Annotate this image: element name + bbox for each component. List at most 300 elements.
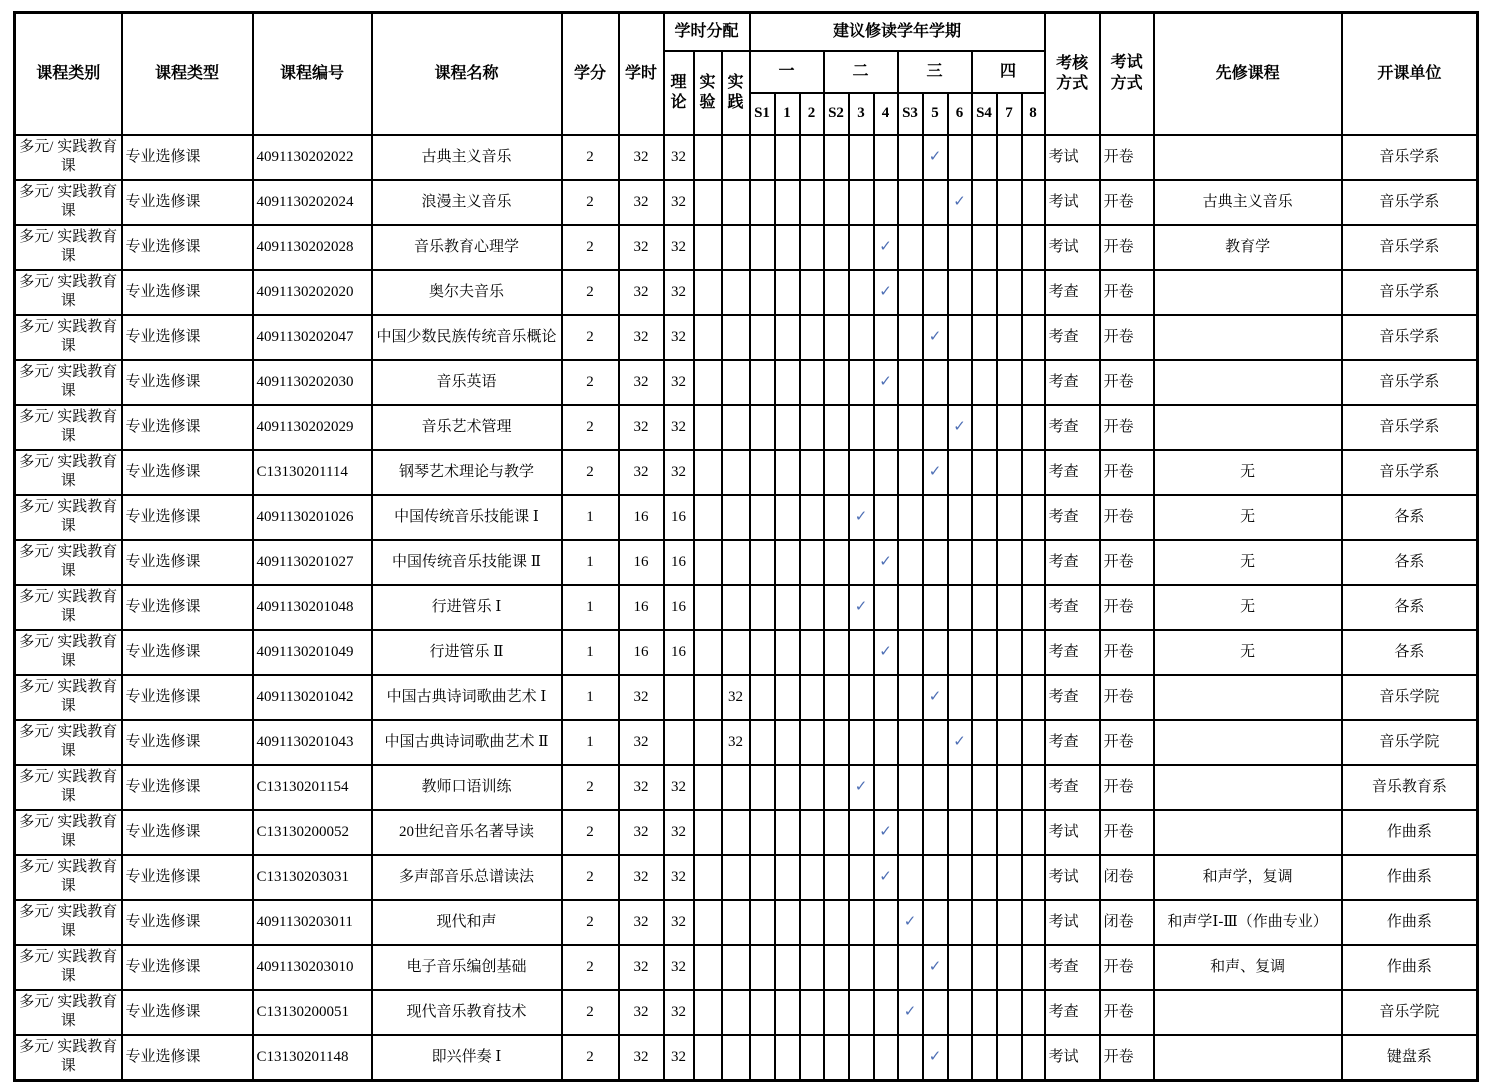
cell-semester-S1 [750, 360, 775, 405]
cell-semester-1 [775, 405, 800, 450]
header-credits: 学分 [562, 13, 619, 135]
cell-theory: 32 [664, 990, 694, 1035]
table-row [15, 990, 1478, 1035]
cell-semester-5 [923, 765, 948, 810]
cell-theory: 32 [664, 270, 694, 315]
cell-assess: 考试 [1045, 1035, 1100, 1081]
cell-semester-4 [874, 1035, 898, 1081]
checkmark-icon: ✓ [879, 643, 892, 660]
cell-hours: 32 [619, 675, 664, 720]
cell-prereq [1154, 810, 1342, 855]
cell-practice [722, 135, 750, 180]
cell-hours: 32 [619, 315, 664, 360]
cell-experiment [694, 540, 722, 585]
cell-name: 古典主义音乐 [372, 135, 562, 180]
cell-experiment [694, 855, 722, 900]
cell-theory: 32 [664, 1035, 694, 1081]
cell-semester-6 [948, 765, 972, 810]
cell-hours: 32 [619, 855, 664, 900]
cell-semester-1 [775, 450, 800, 495]
cell-semester-1 [775, 225, 800, 270]
cell-category: 多元/ 实践教育课 [15, 675, 122, 720]
checkmark-icon: ✓ [879, 238, 892, 255]
cell-type: 专业选修课 [122, 495, 253, 540]
cell-experiment [694, 990, 722, 1035]
cell-semester-S2 [824, 945, 849, 990]
cell-theory: 32 [664, 765, 694, 810]
cell-experiment [694, 495, 722, 540]
cell-name: 行进管乐 Ⅰ [372, 585, 562, 630]
header-practice: 实践 [722, 51, 750, 135]
cell-category: 多元/ 实践教育课 [15, 900, 122, 945]
cell-credits: 2 [562, 1035, 619, 1081]
cell-semester-7 [997, 945, 1022, 990]
cell-semester-S2 [824, 810, 849, 855]
cell-experiment [694, 765, 722, 810]
cell-semester-S4 [972, 495, 997, 540]
cell-semester-6 [948, 585, 972, 630]
cell-semester-3 [849, 585, 874, 630]
cell-semester-S1 [750, 405, 775, 450]
cell-semester-4 [874, 540, 898, 585]
cell-type: 专业选修课 [122, 450, 253, 495]
cell-unit: 音乐学系 [1342, 405, 1478, 450]
cell-unit: 各系 [1342, 495, 1478, 540]
cell-unit: 音乐教育系 [1342, 765, 1478, 810]
cell-unit: 音乐学系 [1342, 360, 1478, 405]
cell-practice [722, 990, 750, 1035]
cell-exam: 开卷 [1100, 945, 1154, 990]
cell-semester-S4 [972, 135, 997, 180]
cell-experiment [694, 405, 722, 450]
cell-semester-3 [849, 810, 874, 855]
cell-semester-S4 [972, 540, 997, 585]
cell-exam: 开卷 [1100, 135, 1154, 180]
cell-semester-4 [874, 135, 898, 180]
cell-unit: 音乐学系 [1342, 225, 1478, 270]
cell-semester-S1 [750, 135, 775, 180]
cell-name: 现代音乐教育技术 [372, 990, 562, 1035]
cell-prereq [1154, 675, 1342, 720]
cell-semester-7 [997, 810, 1022, 855]
cell-experiment [694, 360, 722, 405]
cell-semester-6 [948, 855, 972, 900]
cell-assess: 考查 [1045, 990, 1100, 1035]
cell-name: 中国传统音乐技能课 Ⅱ [372, 540, 562, 585]
cell-practice [722, 270, 750, 315]
cell-credits: 2 [562, 315, 619, 360]
cell-semester-8 [1022, 900, 1045, 945]
cell-code: C13130201148 [253, 1035, 372, 1081]
cell-semester-3 [849, 405, 874, 450]
cell-semester-S4 [972, 225, 997, 270]
cell-unit: 各系 [1342, 630, 1478, 675]
cell-semester-S3 [898, 855, 923, 900]
cell-assess: 考查 [1045, 945, 1100, 990]
cell-semester-S3 [898, 810, 923, 855]
cell-semester-1 [775, 900, 800, 945]
checkmark-icon: ✓ [879, 823, 892, 840]
cell-theory: 16 [664, 585, 694, 630]
cell-type: 专业选修课 [122, 225, 253, 270]
cell-semester-S3 [898, 765, 923, 810]
cell-practice [722, 360, 750, 405]
cell-semester-3 [849, 495, 874, 540]
cell-experiment [694, 585, 722, 630]
cell-semester-2 [800, 450, 824, 495]
checkmark-icon: ✓ [879, 283, 892, 300]
cell-semester-3 [849, 720, 874, 765]
cell-experiment [694, 675, 722, 720]
header-sem-4: 4 [874, 93, 898, 135]
cell-theory: 32 [664, 945, 694, 990]
cell-prereq: 教育学 [1154, 225, 1342, 270]
cell-semester-3 [849, 945, 874, 990]
cell-practice [722, 540, 750, 585]
cell-semester-S2 [824, 450, 849, 495]
cell-semester-S3 [898, 1035, 923, 1081]
header-sem-S3: S3 [898, 93, 923, 135]
cell-semester-S1 [750, 225, 775, 270]
cell-semester-5 [923, 1035, 948, 1081]
cell-prereq: 无 [1154, 450, 1342, 495]
cell-category: 多元/ 实践教育课 [15, 720, 122, 765]
cell-semester-S3 [898, 675, 923, 720]
cell-semester-3 [849, 900, 874, 945]
cell-credits: 2 [562, 225, 619, 270]
cell-semester-4 [874, 675, 898, 720]
cell-type: 专业选修课 [122, 630, 253, 675]
cell-name: 钢琴艺术理论与教学 [372, 450, 562, 495]
header-sem-6: 6 [948, 93, 972, 135]
checkmark-icon: ✓ [953, 193, 966, 210]
cell-semester-1 [775, 855, 800, 900]
header-year-4: 四 [972, 51, 1045, 93]
cell-semester-S1 [750, 270, 775, 315]
cell-semester-S3 [898, 720, 923, 765]
cell-hours: 16 [619, 585, 664, 630]
checkmark-icon: ✓ [879, 553, 892, 570]
cell-semester-6 [948, 315, 972, 360]
cell-semester-S3 [898, 990, 923, 1035]
header-theory: 理论 [664, 51, 694, 135]
cell-unit: 各系 [1342, 585, 1478, 630]
cell-semester-7 [997, 450, 1022, 495]
cell-semester-3 [849, 990, 874, 1035]
cell-semester-6 [948, 495, 972, 540]
cell-semester-S4 [972, 630, 997, 675]
cell-type: 专业选修课 [122, 540, 253, 585]
cell-semester-S1 [750, 855, 775, 900]
cell-hours: 16 [619, 630, 664, 675]
header-exam-method-label: 考试方式 [1110, 53, 1143, 92]
cell-semester-7 [997, 675, 1022, 720]
cell-semester-1 [775, 990, 800, 1035]
cell-exam: 开卷 [1100, 1035, 1154, 1081]
cell-semester-1 [775, 270, 800, 315]
cell-semester-S2 [824, 180, 849, 225]
cell-semester-8 [1022, 990, 1045, 1035]
cell-hours: 32 [619, 360, 664, 405]
cell-name: 中国古典诗词歌曲艺术 Ⅰ [372, 675, 562, 720]
cell-unit: 作曲系 [1342, 810, 1478, 855]
cell-theory [664, 675, 694, 720]
cell-semester-6 [948, 810, 972, 855]
cell-assess: 考查 [1045, 765, 1100, 810]
cell-category: 多元/ 实践教育课 [15, 270, 122, 315]
cell-semester-8 [1022, 540, 1045, 585]
cell-practice [722, 1035, 750, 1081]
cell-hours: 32 [619, 405, 664, 450]
cell-semester-S2 [824, 135, 849, 180]
cell-semester-8 [1022, 810, 1045, 855]
table-row [15, 360, 1478, 405]
course-rows [15, 135, 1478, 1081]
checkmark-icon: ✓ [854, 778, 868, 795]
cell-semester-S1 [750, 765, 775, 810]
table-row [15, 630, 1478, 675]
cell-semester-2 [800, 630, 824, 675]
cell-theory: 16 [664, 630, 694, 675]
cell-type: 专业选修课 [122, 990, 253, 1035]
cell-semester-S4 [972, 945, 997, 990]
cell-type: 专业选修课 [122, 180, 253, 225]
cell-assess: 考试 [1045, 225, 1100, 270]
cell-name: 教师口语训练 [372, 765, 562, 810]
cell-semester-2 [800, 945, 824, 990]
cell-theory: 16 [664, 540, 694, 585]
cell-experiment [694, 945, 722, 990]
cell-semester-8 [1022, 405, 1045, 450]
cell-semester-8 [1022, 360, 1045, 405]
cell-exam: 闭卷 [1100, 855, 1154, 900]
cell-category: 多元/ 实践教育课 [15, 225, 122, 270]
cell-exam: 开卷 [1100, 765, 1154, 810]
cell-semester-5 [923, 990, 948, 1035]
cell-semester-5 [923, 270, 948, 315]
cell-code: 4091130203010 [253, 945, 372, 990]
cell-semester-1 [775, 360, 800, 405]
cell-semester-7 [997, 1035, 1022, 1081]
cell-code: C13130201154 [253, 765, 372, 810]
header-sem-2: 2 [800, 93, 824, 135]
cell-semester-3 [849, 180, 874, 225]
cell-semester-8 [1022, 225, 1045, 270]
cell-assess: 考试 [1045, 180, 1100, 225]
cell-unit: 音乐学院 [1342, 675, 1478, 720]
cell-assess: 考查 [1045, 540, 1100, 585]
cell-semester-1 [775, 810, 800, 855]
cell-semester-2 [800, 360, 824, 405]
cell-hours: 16 [619, 540, 664, 585]
cell-theory: 32 [664, 180, 694, 225]
header-sem-S2: S2 [824, 93, 849, 135]
cell-semester-2 [800, 495, 824, 540]
header-year-1: 一 [750, 51, 824, 93]
cell-semester-S2 [824, 675, 849, 720]
cell-semester-1 [775, 540, 800, 585]
cell-theory: 16 [664, 495, 694, 540]
cell-semester-2 [800, 810, 824, 855]
checkmark-icon: ✓ [928, 148, 942, 165]
cell-credits: 2 [562, 180, 619, 225]
cell-semester-4 [874, 180, 898, 225]
header-code: 课程编号 [253, 13, 372, 135]
cell-credits: 2 [562, 990, 619, 1035]
cell-semester-5 [923, 855, 948, 900]
header-sem-S1: S1 [750, 93, 775, 135]
cell-hours: 32 [619, 270, 664, 315]
cell-code: C13130200051 [253, 990, 372, 1035]
cell-assess: 考查 [1045, 495, 1100, 540]
checkmark-icon: ✓ [928, 688, 942, 705]
cell-semester-2 [800, 225, 824, 270]
cell-semester-8 [1022, 630, 1045, 675]
cell-hours: 32 [619, 810, 664, 855]
checkmark-icon: ✓ [953, 733, 966, 750]
cell-semester-S3 [898, 585, 923, 630]
cell-unit: 音乐学系 [1342, 135, 1478, 180]
cell-semester-3 [849, 315, 874, 360]
cell-credits: 1 [562, 585, 619, 630]
cell-theory: 32 [664, 315, 694, 360]
cell-semester-2 [800, 675, 824, 720]
cell-semester-5 [923, 135, 948, 180]
checkmark-icon: ✓ [928, 958, 942, 975]
cell-code: C13130201114 [253, 450, 372, 495]
header-sem-1: 1 [775, 93, 800, 135]
cell-semester-S1 [750, 990, 775, 1035]
cell-semester-S4 [972, 450, 997, 495]
cell-semester-S3 [898, 315, 923, 360]
table-row [15, 405, 1478, 450]
cell-type: 专业选修课 [122, 855, 253, 900]
cell-category: 多元/ 实践教育课 [15, 405, 122, 450]
cell-prereq [1154, 315, 1342, 360]
cell-prereq: 古典主义音乐 [1154, 180, 1342, 225]
cell-experiment [694, 900, 722, 945]
cell-prereq [1154, 405, 1342, 450]
cell-name: 音乐英语 [372, 360, 562, 405]
cell-exam: 开卷 [1100, 405, 1154, 450]
cell-exam: 开卷 [1100, 675, 1154, 720]
cell-semester-2 [800, 270, 824, 315]
cell-assess: 考查 [1045, 405, 1100, 450]
header-exam-method [1100, 13, 1154, 135]
cell-semester-4 [874, 315, 898, 360]
cell-name: 浪漫主义音乐 [372, 180, 562, 225]
cell-prereq: 和声学，复调 [1154, 855, 1342, 900]
cell-semester-6 [948, 720, 972, 765]
cell-semester-S2 [824, 990, 849, 1035]
cell-practice [722, 630, 750, 675]
cell-exam: 开卷 [1100, 810, 1154, 855]
cell-practice: 32 [722, 675, 750, 720]
cell-semester-1 [775, 630, 800, 675]
cell-semester-S4 [972, 810, 997, 855]
cell-semester-7 [997, 360, 1022, 405]
cell-category: 多元/ 实践教育课 [15, 180, 122, 225]
cell-semester-5 [923, 540, 948, 585]
cell-semester-S1 [750, 1035, 775, 1081]
cell-semester-S1 [750, 675, 775, 720]
header-experiment: 实验 [694, 51, 722, 135]
cell-semester-S1 [750, 945, 775, 990]
cell-semester-S4 [972, 1035, 997, 1081]
cell-assess: 考查 [1045, 315, 1100, 360]
cell-name: 即兴伴奏 Ⅰ [372, 1035, 562, 1081]
cell-theory: 32 [664, 135, 694, 180]
cell-code: 4091130202029 [253, 405, 372, 450]
cell-semester-1 [775, 720, 800, 765]
cell-semester-S2 [824, 900, 849, 945]
cell-semester-S2 [824, 855, 849, 900]
cell-semester-7 [997, 540, 1022, 585]
cell-semester-4 [874, 765, 898, 810]
cell-semester-3 [849, 135, 874, 180]
cell-unit: 各系 [1342, 540, 1478, 585]
cell-semester-2 [800, 405, 824, 450]
cell-practice [722, 315, 750, 360]
header-sem-S4: S4 [972, 93, 997, 135]
cell-practice [722, 450, 750, 495]
cell-name: 音乐教育心理学 [372, 225, 562, 270]
cell-semester-S1 [750, 495, 775, 540]
cell-name: 奥尔夫音乐 [372, 270, 562, 315]
table-row [15, 270, 1478, 315]
cell-practice [722, 810, 750, 855]
cell-semester-S3 [898, 270, 923, 315]
cell-semester-S4 [972, 315, 997, 360]
cell-semester-8 [1022, 1035, 1045, 1081]
cell-unit: 音乐学系 [1342, 450, 1478, 495]
cell-semester-2 [800, 540, 824, 585]
cell-prereq [1154, 765, 1342, 810]
table-row [15, 765, 1478, 810]
cell-semester-S2 [824, 1035, 849, 1081]
cell-semester-5 [923, 360, 948, 405]
cell-code: 4091130201048 [253, 585, 372, 630]
cell-semester-3 [849, 675, 874, 720]
cell-semester-4 [874, 810, 898, 855]
cell-type: 专业选修课 [122, 315, 253, 360]
cell-unit: 作曲系 [1342, 945, 1478, 990]
cell-credits: 1 [562, 675, 619, 720]
cell-semester-3 [849, 450, 874, 495]
table-row [15, 810, 1478, 855]
cell-unit: 音乐学院 [1342, 990, 1478, 1035]
cell-practice [722, 180, 750, 225]
cell-semester-6 [948, 405, 972, 450]
cell-semester-S4 [972, 855, 997, 900]
cell-prereq: 和声学Ⅰ-Ⅲ（作曲专业） [1154, 900, 1342, 945]
cell-semester-1 [775, 585, 800, 630]
cell-semester-S4 [972, 720, 997, 765]
cell-semester-4 [874, 405, 898, 450]
cell-semester-7 [997, 315, 1022, 360]
table-row [15, 720, 1478, 765]
cell-experiment [694, 225, 722, 270]
cell-type: 专业选修课 [122, 810, 253, 855]
cell-assess: 考查 [1045, 720, 1100, 765]
cell-semester-S4 [972, 990, 997, 1035]
cell-semester-S3 [898, 450, 923, 495]
cell-unit: 音乐学院 [1342, 720, 1478, 765]
cell-semester-7 [997, 630, 1022, 675]
cell-exam: 开卷 [1100, 630, 1154, 675]
cell-semester-4 [874, 990, 898, 1035]
cell-category: 多元/ 实践教育课 [15, 1035, 122, 1081]
